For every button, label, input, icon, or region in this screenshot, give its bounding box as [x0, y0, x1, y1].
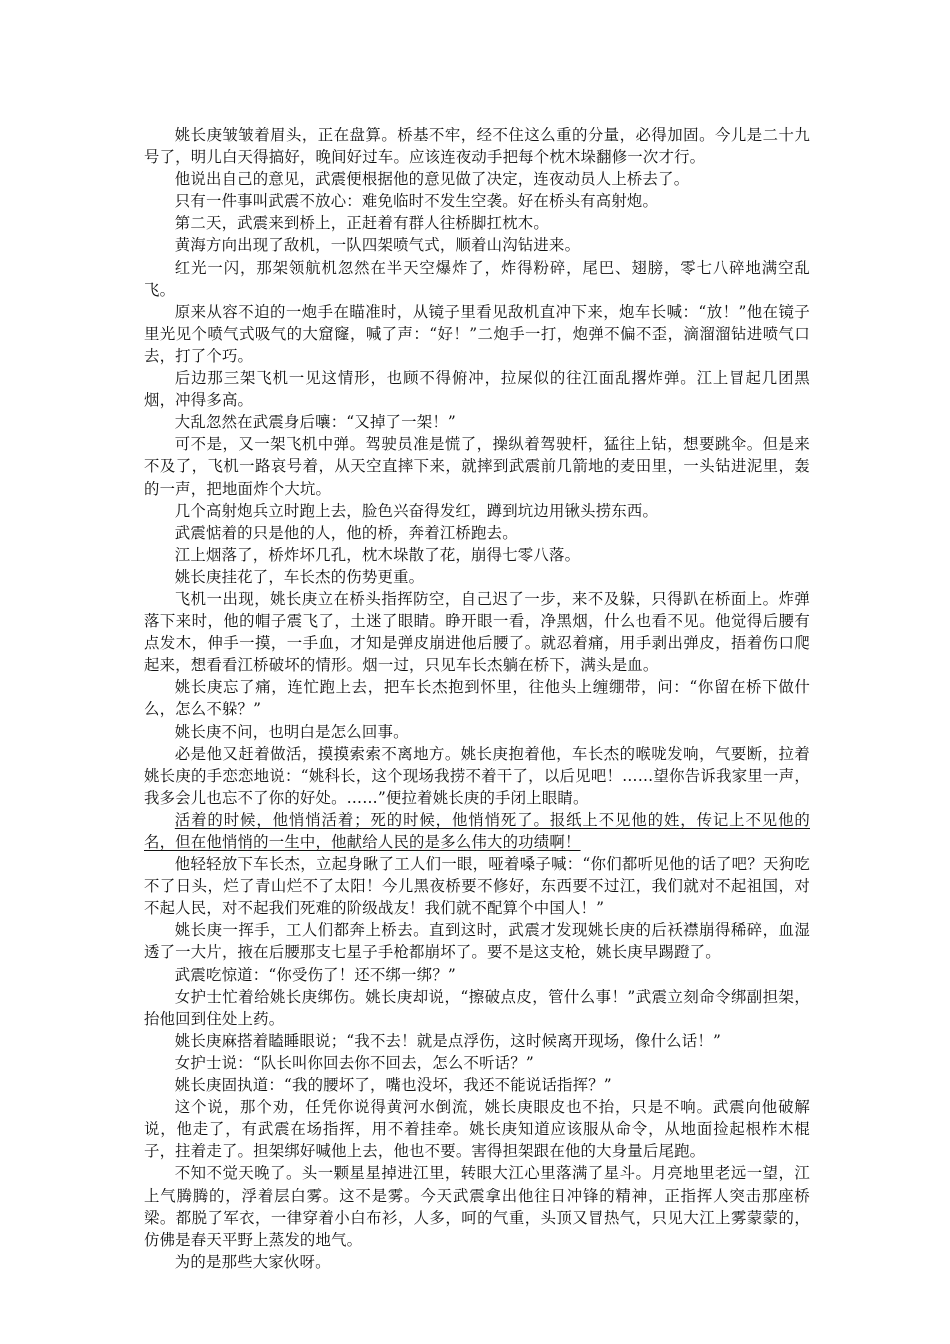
paragraph: 女护士忙着给姚长庚绑伤。姚长庚却说，“擦破点皮，管什么事！”武震立刻命令绑副担架，抬他回到住处上药。	[144, 987, 810, 1028]
paragraph: 他说出自己的意见，武震便根据他的意见做了决定，连夜动员人上桥去了。	[174, 170, 690, 189]
underlined-text: 活着的时候，他悄悄活着；死的时候，他悄悄死了。报纸上不见他的姓，传记上不见他的名，但在他悄悄的一生中，他献给人民的是多么伟大的功绩啊！	[144, 810, 810, 851]
paragraph: 只有一件事叫武震不放心：难免临时不发生空袭。好在桥头有高射炮。	[174, 192, 659, 211]
document-page	[144, 124, 810, 1273]
paragraph: 他轻轻放下车长杰，立起身瞅了工人们一眼，哑着嗓子喊：“你们都听见他的话了吧？天狗吃不了日头，烂了青山烂不了太阳！今儿黑夜桥要不修好，东西要不过江，我们就对不起祖国，对不起人民，对不起我们死难的阶级战友！我们就不配算个中国人！”	[144, 855, 810, 918]
paragraph: 姚长庚固执道：“我的腰坏了，嘴也没坏，我还不能说话指挥？”	[174, 1076, 612, 1095]
paragraph: 姚长庚皱皱着眉头，正在盘算。桥基不牢，经不住这么重的分量，必得加固。今儿是二十九号了，明儿白天得搞好，晚间好过车。应该连夜动手把每个枕木垛翻修一次才行。	[144, 126, 810, 167]
paragraph: 姚长庚忘了痛，连忙跑上去，把车长杰抱到怀里，往他头上缠绷带，问：“你留在桥下做什么，怎么不躲？”	[144, 678, 810, 719]
paragraph: 江上烟落了，桥炸坏几孔，枕木垛散了花，崩得七零八落。	[174, 545, 581, 564]
underlined-paragraph	[144, 809, 810, 853]
paragraph: 原来从容不迫的一炮手在瞄准时，从镜子里看见敌机直冲下来，炮车长喊：“放！”他在镜子里光见个喷气式吸气的大窟窿，喊了声：“好！”二炮手一打，炮弹不偏不歪，滴溜溜钻进喷气口去，打了个巧。	[144, 302, 810, 365]
paragraph: 姚长庚不问，也明白是怎么回事。	[174, 722, 409, 741]
paragraph: 姚长庚麻搭着瞌睡眼说；“我不去！就是点浮伤，这时候离开现场，像什么话！”	[174, 1031, 722, 1050]
paragraph: 几个高射炮兵立时跑上去，脸色兴奋得发红，蹲到坑边用锹头捞东西。	[174, 501, 659, 520]
paragraph: 第二天，武震来到桥上，正赶着有群人往桥脚扛枕木。	[174, 214, 549, 233]
paragraph: 为的是那些大家伙呀。	[174, 1252, 331, 1271]
paragraph: 姚长庚挂花了，车长杰的伤势更重。	[174, 567, 425, 586]
paragraph: 黄海方向出现了敌机，一队四架喷气式，顺着山沟钻进来。	[174, 236, 581, 255]
paragraph: 必是他又赶着做活，摸摸索索不离地方。姚长庚抱着他，车长杰的喉咙发响，气要断，拉着姚长庚的手恋恋地说：“姚科长，这个现场我捞不着干了，以后见吧！……望你告诉我家里一声，我多会儿也忘不了你的好处。……”便拉着姚长庚的手闭上眼睛。	[144, 744, 810, 807]
paragraph: 大乱忽然在武震身后嚷：“又掉了一架！”	[174, 413, 456, 432]
paragraph: 红光一闪，那架领航机忽然在半天空爆炸了，炸得粉碎，尾巴、翅膀，零七八碎地满空乱飞。	[144, 258, 810, 299]
paragraph: 可不是，又一架飞机中弹。驾驶员准是慌了，操纵着驾驶杆，猛往上钻，想要跳伞。但是来不及了，飞机一路哀号着，从天空直摔下来，就摔到武震前几箭地的麦田里，一头钻进泥里，轰的一声，把地面炸个大坑。	[144, 435, 810, 498]
paragraph: 不知不觉天晚了。头一颗星星掉进江里，转眼大江心里落满了星斗。月亮地里老远一望，江上气腾腾的，浮着层白雾。这不是雾。今天武震拿出他往日冲锋的精神，正指挥人突击那座桥梁。都脱了军衣，一律穿着小白布衫，人多，呵的气重，头顶又冒热气，只见大江上雾蒙蒙的，仿佛是春天平野上蒸发的地气。	[144, 1164, 810, 1249]
paragraph: 飞机一出现，姚长庚立在桥头指挥防空，自己迟了一步，来不及躲，只得趴在桥面上。炸弹落下来时，他的帽子震飞了，土迷了眼睛。睁开眼一看，净黑烟，什么也看不见。他觉得后腰有点发木，伸手一摸，一手血，才知是弹皮崩进他后腰了。就忍着痛，用手剥出弹皮，捂着伤口爬起来，想看看江桥破坏的情形。烟一过，只见车长杰躺在桥下，满头是血。	[144, 589, 810, 675]
paragraph: 后边那三架飞机一见这情形，也顾不得俯冲，拉屎似的往江面乱撂炸弹。江上冒起几团黑烟，冲得多高。	[144, 369, 810, 410]
paragraph: 武震惦着的只是他的人，他的桥，奔着江桥跑去。	[174, 523, 518, 542]
paragraph: 女护士说：“队长叫你回去你不回去，怎么不听话？”	[174, 1053, 534, 1072]
paragraph: 姚长庚一挥手，工人们都奔上桥去。直到这时，武震才发现姚长庚的后袄襟崩得稀碎，血湿透了一大片，掖在后腰那支七星子手枪都崩坏了。要不是这支枪，姚长庚早踢蹬了。	[144, 921, 810, 962]
paragraph: 这个说，那个劝，任凭你说得黄河水倒流，姚长庚眼皮也不抬，只是不响。武震向他破解说，他走了，有武震在场指挥，用不着挂牵。姚长庚知道应该服从命令，从地面捡起根柞木棍子，拄着走了。担架绑好喊他上去，他也不要。害得担架跟在他的大身量后尾跑。	[144, 1098, 810, 1161]
paragraph: 武震吃惊道：“你受伤了！还不绑一绑？”	[174, 965, 456, 984]
